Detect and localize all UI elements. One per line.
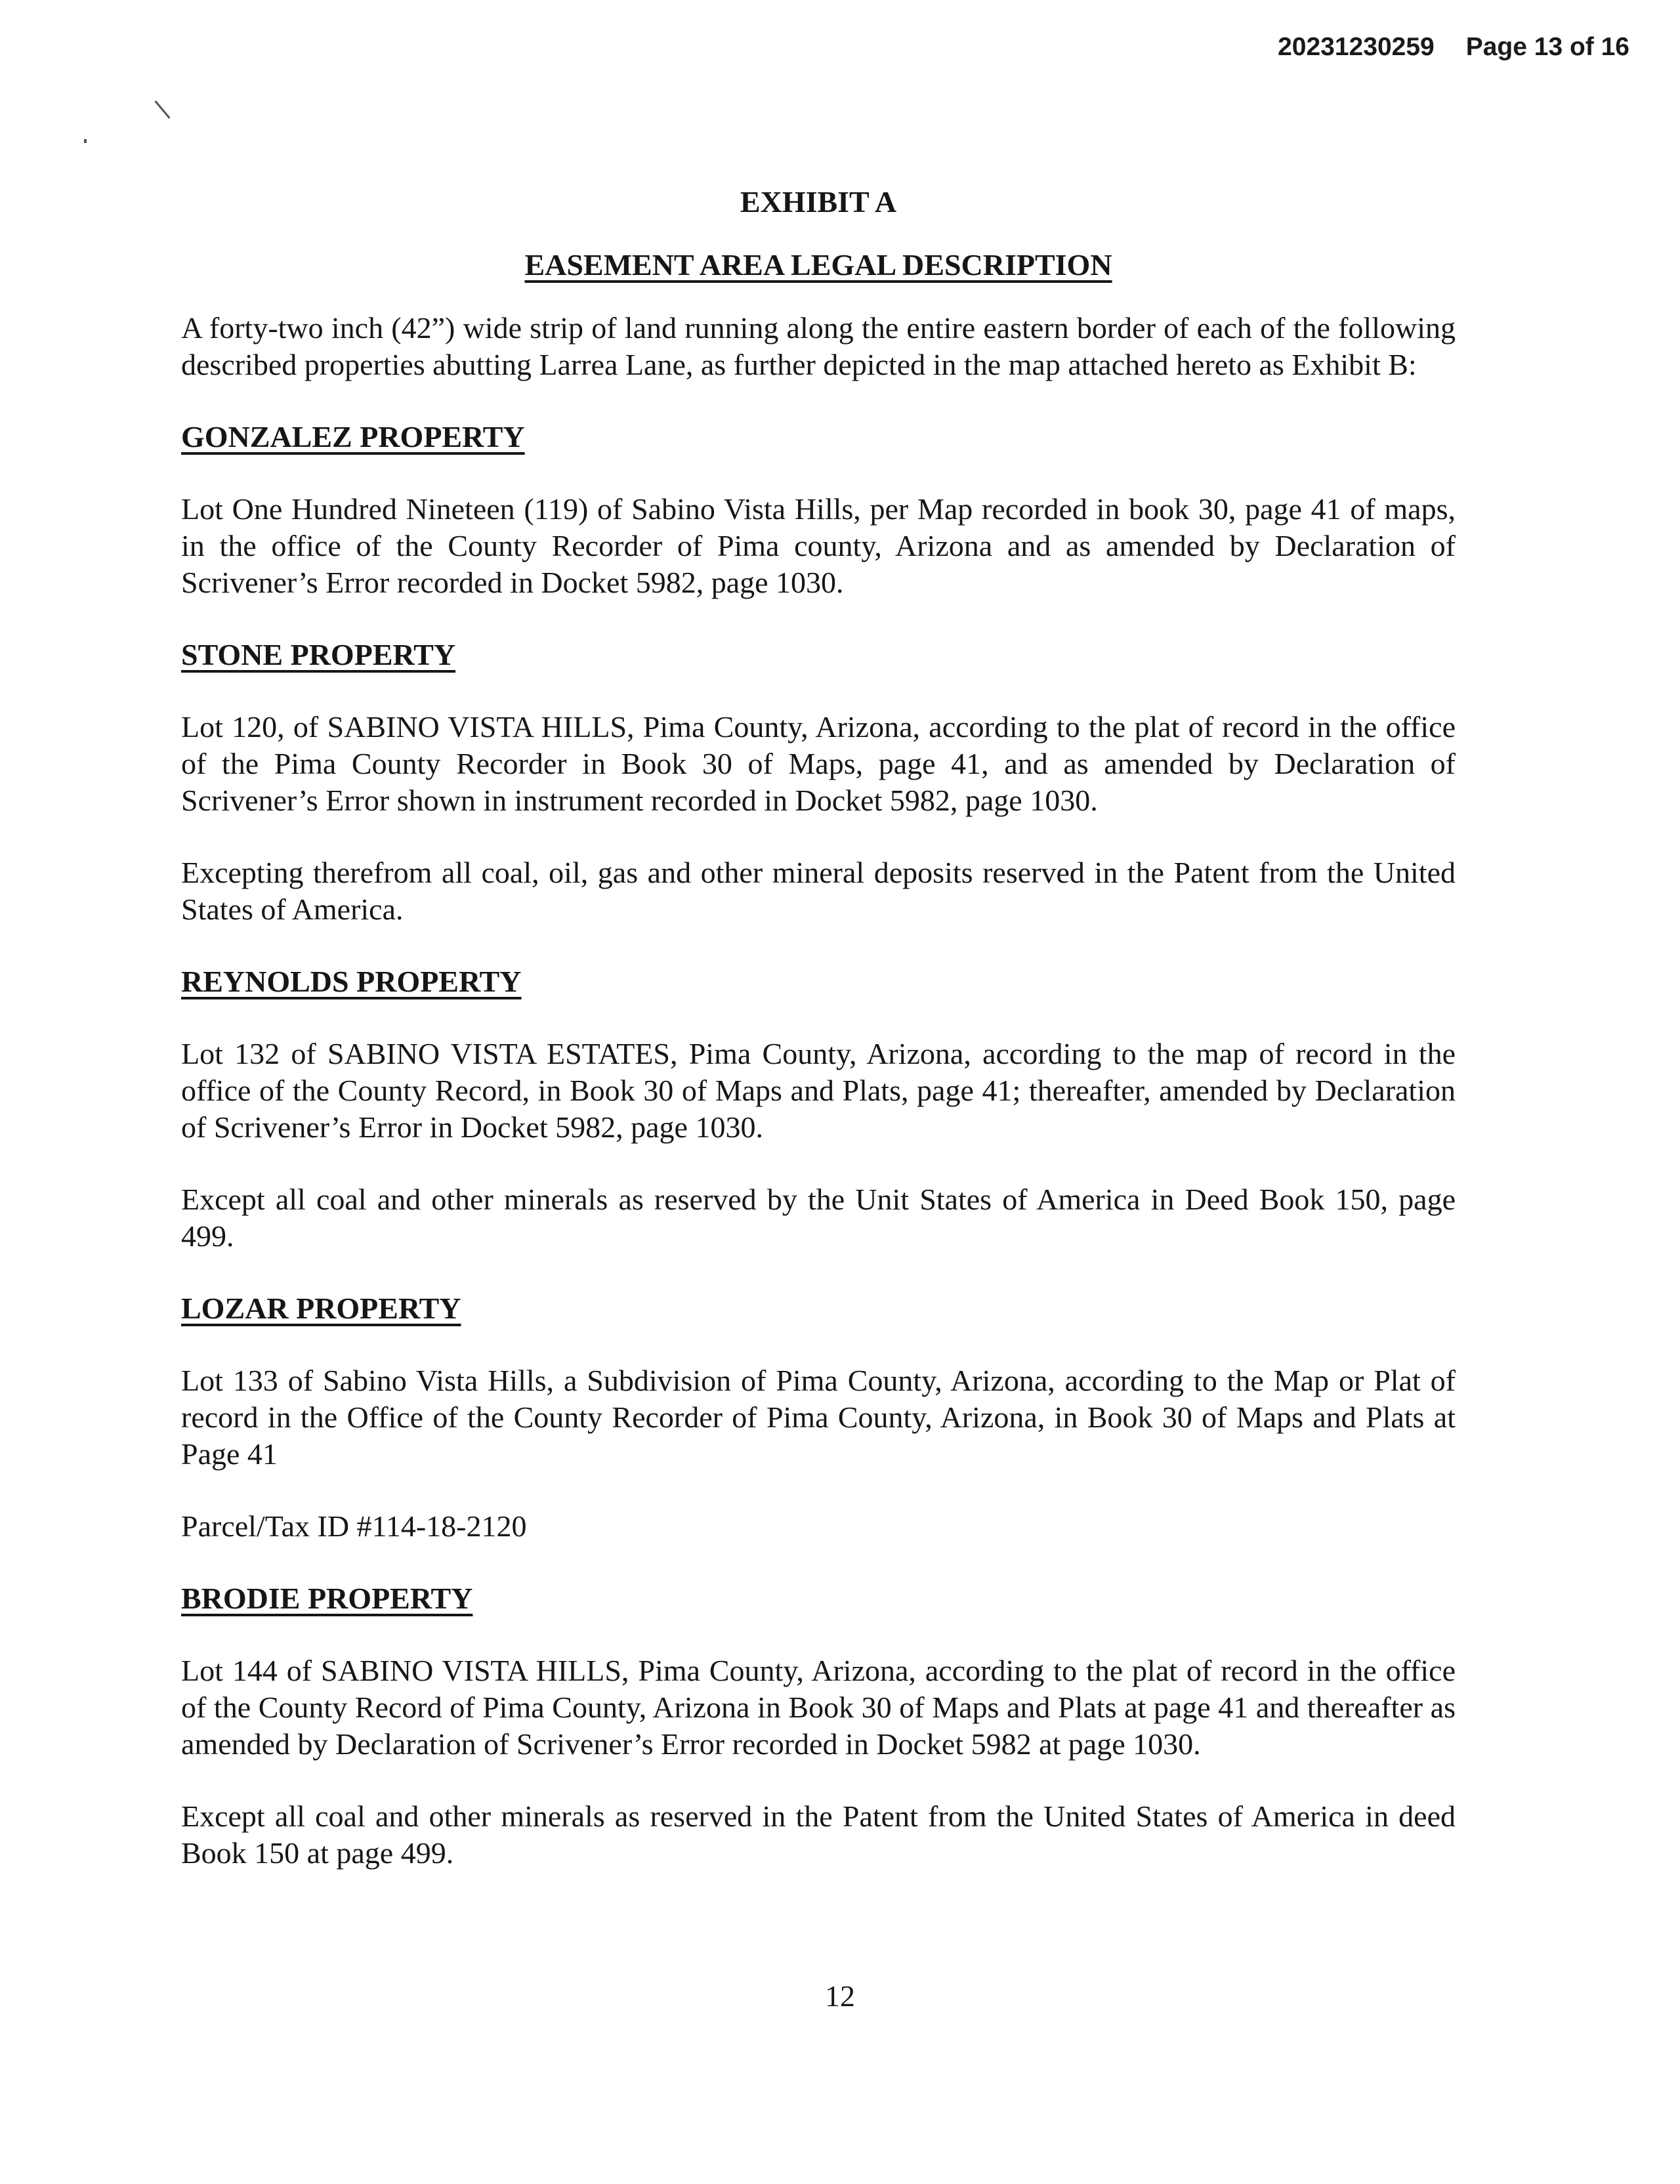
section-paragraph: Except all coal and other minerals as reserved in the Patent from the United States of America in deed Book 150 at page 499.: [181, 1799, 1456, 1870]
property-section-gonzalez: [181, 419, 1456, 601]
section-paragraph: Lot 144 of SABINO VISTA HILLS, Pima County, Arizona, according to the plat of record in the office of the County Record of Pima County, Arizona in Book 30 of Maps and Plats at page 41 and thereafter as amended by Declaration of Scrivener’s Error recorded in Docket 5982 at page 1030.: [181, 1654, 1456, 1761]
page-number: 12: [825, 1979, 855, 2013]
property-section-reynolds: [181, 963, 1456, 1255]
section-heading: GONZALEZ PROPERTY: [181, 420, 525, 453]
page-label: Page 13 of 16: [1465, 33, 1629, 61]
section-paragraph: Except all coal and other minerals as reserved by the Unit States of America in Deed Book 150, page 499.: [181, 1183, 1456, 1253]
section-heading: LOZAR PROPERTY: [181, 1292, 461, 1325]
section-paragraph: Lot 133 of Sabino Vista Hills, a Subdivision of Pima County, Arizona, according to the Map or Plat of record in the Office of the County Recorder of Pima County, Arizona, in Book 30 of Maps and Plats at Page 41: [181, 1364, 1456, 1471]
section-paragraph: Parcel/Tax ID #114-18-2120: [181, 1509, 527, 1543]
section-heading: STONE PROPERTY: [181, 638, 455, 671]
section-heading: BRODIE PROPERTY: [181, 1582, 473, 1615]
scan-mark: [154, 100, 170, 119]
section-heading: REYNOLDS PROPERTY: [181, 965, 522, 998]
scan-mark: [84, 139, 87, 143]
document-number: 20231230259: [1278, 33, 1435, 61]
property-section-lozar: [181, 1290, 1456, 1545]
intro-paragraph: A forty-two inch (42”) wide strip of land running along the entire eastern border of each of the following described properties abutting Larrea Lane, as further depicted in the map attached hereto as Exhibit B:: [181, 311, 1456, 381]
section-paragraph: Lot One Hundred Nineteen (119) of Sabino Vista Hills, per Map recorded in book 30, page 41 of maps, in the office of the County Recorder of Pima county, Arizona and as amended by Declaration of Scrivener’s Error recorded in Docket 5982, page 1030.: [181, 492, 1456, 599]
section-paragraph: Excepting therefrom all coal, oil, gas and other mineral deposits reserved in the Patent from the United States of America.: [181, 856, 1456, 926]
document-body: [181, 184, 1456, 1872]
exhibit-title: EXHIBIT A: [740, 185, 897, 219]
recording-stamp: [1278, 33, 1629, 62]
section-paragraph: Lot 120, of SABINO VISTA HILLS, Pima County, Arizona, according to the plat of record in the office of the Pima County Recorder in Book 30 of Maps, page 41, and as amended by Declaration of Scrivener’s Error shown in instrument recorded in Docket 5982, page 1030.: [181, 710, 1456, 817]
section-paragraph: Lot 132 of SABINO VISTA ESTATES, Pima County, Arizona, according to the map of record in the office of the County Record, in Book 30 of Maps and Plats, page 41; thereafter, amended by Declaration of Scrivener’s Error in Docket 5982, page 1030.: [181, 1037, 1456, 1144]
property-section-brodie: [181, 1580, 1456, 1872]
property-section-stone: [181, 637, 1456, 928]
legal-description-title: EASEMENT AREA LEGAL DESCRIPTION: [524, 248, 1112, 282]
